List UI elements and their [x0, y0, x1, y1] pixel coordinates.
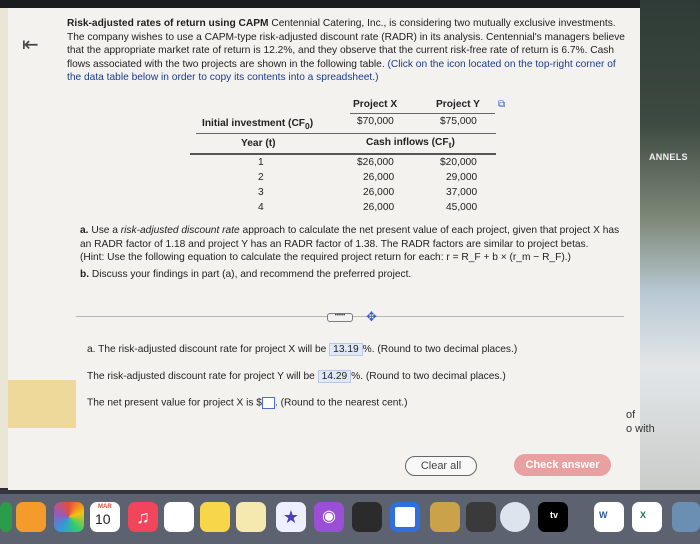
- part-b-question: b. Discuss your findings in part (a), and recommend the preferred project.: [80, 268, 412, 280]
- table-cell-x: 26,000: [363, 172, 395, 183]
- side-highlight: [8, 380, 76, 428]
- problem-intro: [67, 17, 627, 85]
- table-cell-y: $20,000: [440, 157, 477, 168]
- project-y-header: Project Y: [436, 99, 480, 110]
- calendar-month: MAR: [98, 504, 112, 510]
- top-bezel: [0, 0, 700, 8]
- project-x-header: Project X: [353, 99, 398, 110]
- initial-rule: [196, 133, 496, 134]
- problem-body: Centennial Catering, Inc., is considering two mutually exclusive investments. The company wishes to use a CAPM-type risk-adjusted discount rate (RADR) in its analysis. Centennial's managers believe that the appropriate market rate of return is 12.2%, and they observe that the current risk-free rate of return is 6.7%. Cash flows associated with the two projects are shown in the following table.: [67, 18, 625, 70]
- clear-all-button[interactable]: Clear all: [405, 456, 477, 476]
- npv-x-input[interactable]: [262, 397, 275, 409]
- move-icon[interactable]: ✥: [366, 309, 377, 324]
- table-cell-x: 26,000: [363, 187, 395, 198]
- part-a-question: a. Use a risk-adjusted discount rate approach to calculate the net present value of each project, given that project X has an RADR factor of 1.18 and project Y has an RADR factor of 1.38. The RADR factors are similar to project betas.: [80, 225, 620, 250]
- year-column-header: Year (t): [241, 138, 276, 149]
- hint-text: (Hint: Use the following equation to calculate the required project return for each: r = R_F + b × (r_m − R_F).): [80, 252, 571, 264]
- stickies-icon[interactable]: [236, 502, 266, 532]
- table-year: 4: [258, 202, 264, 213]
- copy-instructions: (Click on the icon located on the top-right corner of the data table below in order to copy its contents into a spreadsheet.): [67, 58, 616, 84]
- app-icon-partial-right[interactable]: [672, 502, 700, 532]
- word-label: W: [599, 510, 608, 520]
- initial-investment-x: $70,000: [357, 116, 394, 127]
- table-cell-x: $26,000: [357, 157, 394, 168]
- podcasts-icon[interactable]: ◉: [314, 502, 344, 532]
- table-cell-y: 37,000: [446, 187, 478, 198]
- calendar-day: 10: [95, 511, 111, 527]
- chrome-icon[interactable]: [390, 502, 420, 532]
- background-text-annels: ANNELS: [649, 152, 688, 162]
- initial-investment-y: $75,000: [440, 116, 477, 127]
- background-text-with: of o with: [626, 409, 655, 435]
- column-header-rule: [190, 153, 496, 155]
- header-rule: [350, 113, 495, 114]
- search-app-icon[interactable]: [500, 502, 530, 532]
- table-cell-x: 26,000: [363, 202, 395, 213]
- excel-icon[interactable]: [632, 502, 662, 532]
- photos-icon[interactable]: [54, 502, 84, 532]
- apple-tv-label: tv: [550, 510, 559, 520]
- app-icon-dark[interactable]: [466, 502, 496, 532]
- table-cell-y: 29,000: [446, 172, 478, 183]
- app-icon-partial[interactable]: [0, 502, 12, 532]
- cash-inflows-header: Cash inflows $(CF_t)$: [366, 137, 455, 151]
- app-icon-gold[interactable]: [430, 502, 460, 532]
- copy-table-icon[interactable]: ⧉: [498, 99, 506, 110]
- problem-title: Risk-adjusted rates of return using CAPM: [67, 18, 269, 29]
- answer-line-rate-x: a. The risk-adjusted discount rate for project X will be 13.19 %. (Round to two decimal places.): [87, 344, 518, 355]
- star-app-icon[interactable]: ★: [276, 502, 306, 532]
- table-year: 2: [258, 172, 264, 183]
- table-year: 3: [258, 187, 264, 198]
- music-icon[interactable]: ♫: [128, 502, 158, 532]
- question-text: [80, 224, 628, 281]
- expand-dots-button[interactable]: •••••: [327, 313, 353, 322]
- table-year: 1: [258, 157, 264, 168]
- answer-rate-y-input[interactable]: 14.29: [318, 370, 352, 383]
- back-arrow-icon[interactable]: ⇤: [22, 34, 39, 56]
- answer-line-rate-y: The risk-adjusted discount rate for project Y will be 14.29 %. (Round to two decimal places.): [87, 371, 506, 382]
- check-answer-button[interactable]: Check answer: [514, 454, 611, 476]
- notes-icon[interactable]: [200, 502, 230, 532]
- reminders-icon[interactable]: [164, 502, 194, 532]
- answer-rate-x-input[interactable]: 13.19: [329, 343, 363, 356]
- answer-line-npv-x: The net present value for project X is $ . (Round to the nearest cent.): [87, 397, 408, 409]
- excel-label: X: [640, 510, 647, 520]
- launchpad-icon[interactable]: [352, 502, 382, 532]
- initial-investment-label: Initial investment $(CF_0)$: [202, 118, 314, 132]
- table-cell-y: 45,000: [446, 202, 478, 213]
- pencil-app-icon[interactable]: [16, 502, 46, 532]
